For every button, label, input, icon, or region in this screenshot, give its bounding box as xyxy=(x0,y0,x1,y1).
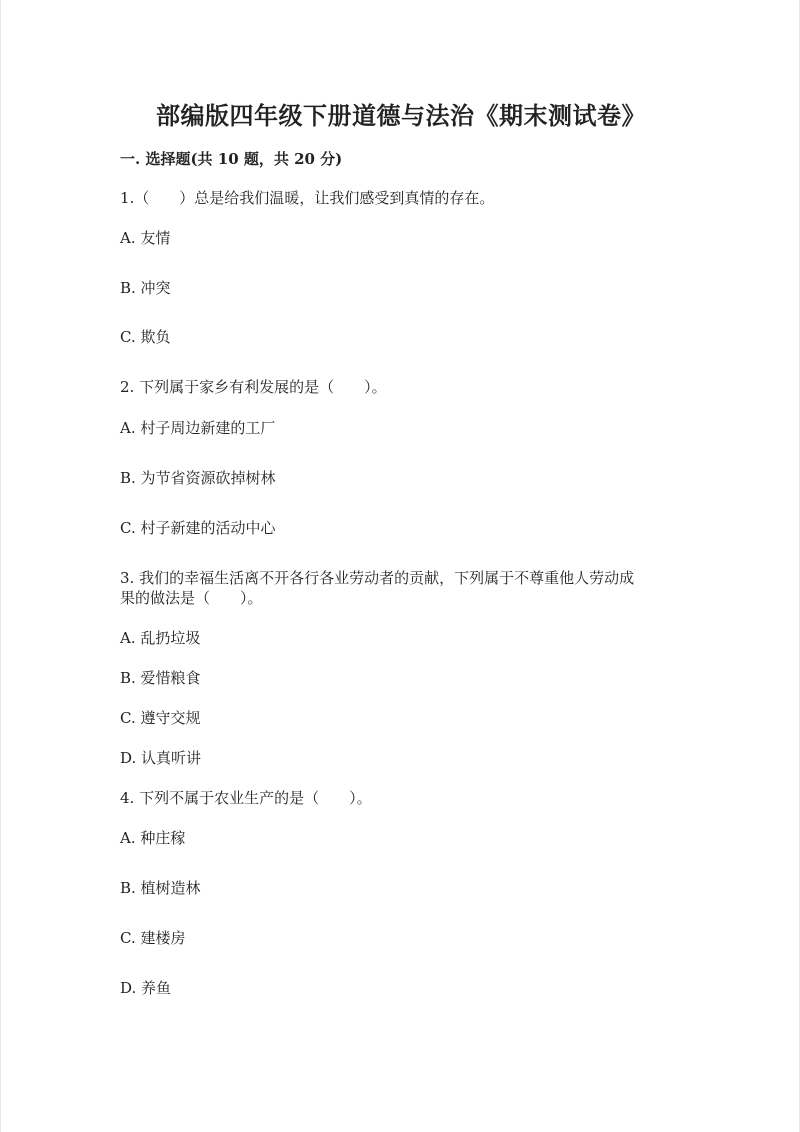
question-4-option-a: A. 种庄稼 xyxy=(120,829,186,847)
question-4-option-d: D. 养鱼 xyxy=(120,979,172,997)
question-2-option-a: A. 村子周边新建的工厂 xyxy=(120,419,276,437)
question-1-option-c: C. 欺负 xyxy=(120,328,171,346)
question-4-stem: 4. 下列不属于农业生产的是（ ）。 xyxy=(120,789,372,807)
question-2-option-b: B. 为节省资源砍掉树林 xyxy=(120,469,276,487)
section-heading: 一. 选择题(共 10 题，共 20 分) xyxy=(120,150,343,168)
question-4-option-b: B. 植树造林 xyxy=(120,879,201,897)
question-3-option-d: D. 认真听讲 xyxy=(120,749,202,767)
question-2-stem: 2. 下列属于家乡有利发展的是（ ）。 xyxy=(120,378,387,396)
question-4-option-c: C. 建楼房 xyxy=(120,929,186,947)
question-1-option-a: A. 友情 xyxy=(120,229,171,247)
page-title: 部编版四年级下册道德与法治《期末测试卷》 xyxy=(156,101,646,130)
question-3-option-b: B. 爱惜粮食 xyxy=(120,669,201,687)
question-3-stem-line-1: 3. 我们的幸福生活离不开各行各业劳动者的贡献，下列属于不尊重他人劳动成 xyxy=(120,569,635,587)
question-2-option-c: C. 村子新建的活动中心 xyxy=(120,519,276,537)
question-1-option-b: B. 冲突 xyxy=(120,279,171,297)
question-3-option-a: A. 乱扔垃圾 xyxy=(120,629,201,647)
question-3-stem-line-2: 果的做法是（ ）。 xyxy=(120,589,263,607)
question-1-stem: 1.（ ）总是给我们温暖，让我们感受到真情的存在。 xyxy=(120,189,495,207)
question-3-option-c: C. 遵守交规 xyxy=(120,709,201,727)
